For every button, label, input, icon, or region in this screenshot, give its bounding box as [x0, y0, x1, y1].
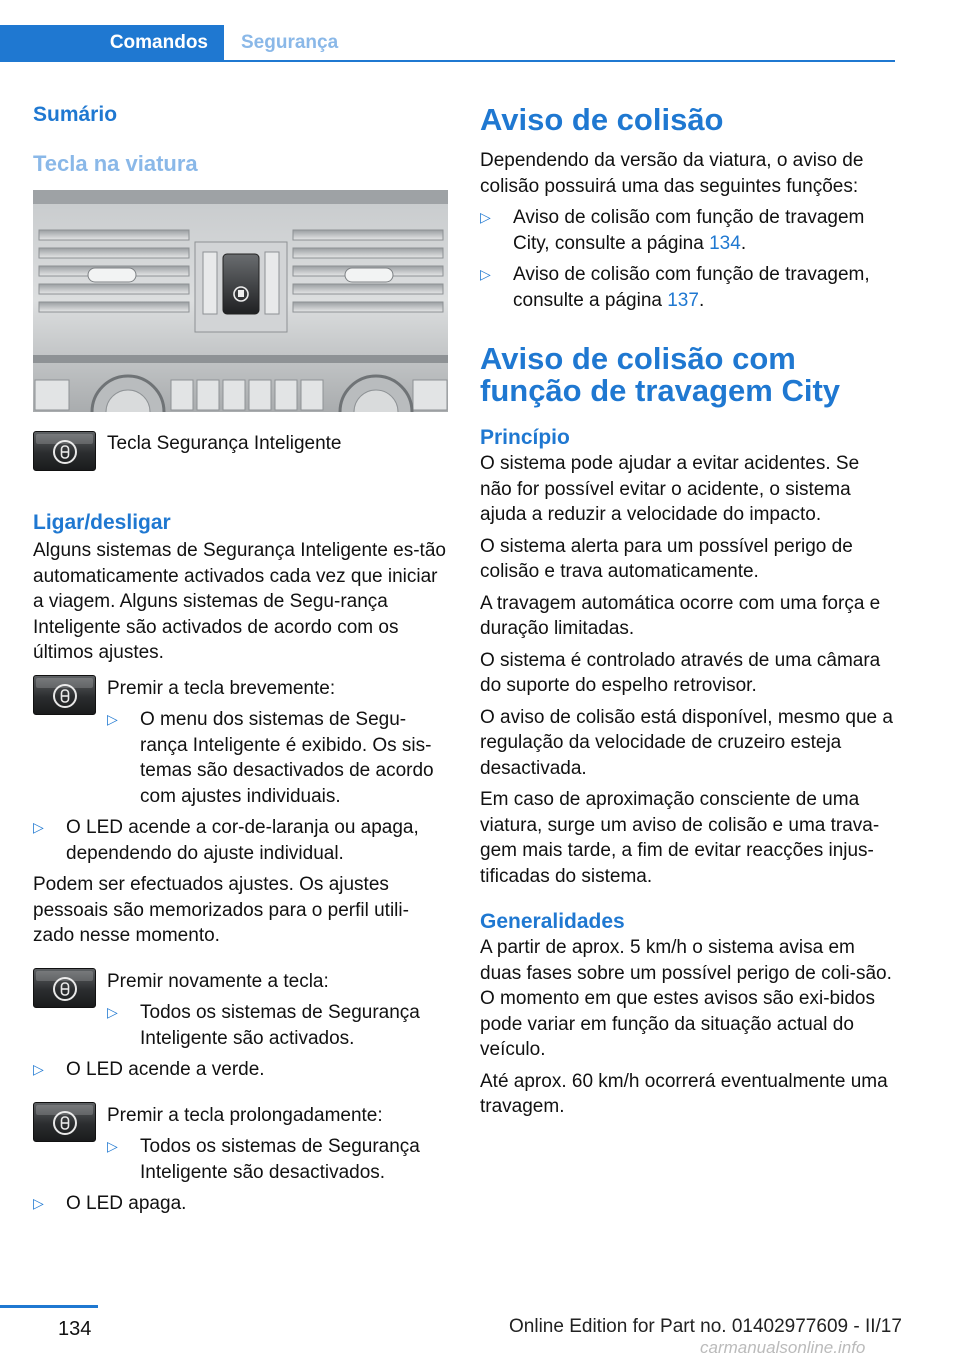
generalidades-heading: Generalidades: [480, 910, 625, 933]
footer-rule: [0, 1305, 98, 1308]
list-item: [33, 1191, 448, 1217]
arrow-right-icon: ▷: [480, 209, 491, 225]
led-off-text: O LED apaga.: [66, 1193, 187, 1214]
dashboard-photo: [33, 190, 448, 412]
safety-button-icon: [33, 675, 96, 715]
principio-p6: Em caso de aproximação consciente de uma viatura, surge um aviso de colisão e uma trava-gem mais tarde, a fim de evitar reacções injus-tificadas do sistema.: [480, 789, 880, 887]
press-again-text: Premir novamente a tecla:: [107, 970, 329, 992]
principio-p4: O sistema é controlado através de uma câmara do suporte do espelho retrovisor.: [480, 649, 881, 696]
safety-button-icon: [33, 431, 96, 471]
press-short-bullet: O menu dos sistemas de Segu-rança Inteligente é exibido. Os sis-temas são desactivados de acordo com ajustes individuais.: [140, 709, 434, 807]
safety-button-icon: [33, 1102, 96, 1142]
arrow-right-icon: ▷: [107, 1004, 118, 1020]
option-city-text: Aviso de colisão com função de travagem City, consulte a página: [513, 207, 865, 254]
list-item: [107, 1134, 448, 1185]
led-orange-text: O LED acende a cor-de-laranja ou apaga, dependendo do ajuste individual.: [66, 817, 419, 864]
list-item: [33, 1057, 448, 1083]
arrow-right-icon: ▷: [33, 1061, 44, 1077]
list-item: [33, 815, 448, 866]
safety-button-icon: [33, 968, 96, 1008]
right-column: [480, 96, 895, 1126]
arrow-right-icon: ▷: [107, 711, 118, 727]
press-short-row: [33, 676, 448, 810]
left-column: [33, 96, 448, 1223]
arrow-right-icon: ▷: [33, 1195, 44, 1211]
dashboard-illustration: [33, 190, 448, 412]
list-item: [107, 707, 448, 809]
led-green-text: O LED acende a verde.: [66, 1059, 265, 1080]
principio-p5: O aviso de colisão está disponível, mesmo que a regulação da velocidade de cruzeiro esteja desactivada.: [480, 706, 893, 779]
list-item: [107, 1000, 448, 1051]
press-again-row: [33, 969, 448, 1052]
period: .: [740, 232, 747, 254]
page-link-137[interactable]: 137: [667, 289, 699, 311]
collision-warning-heading: Aviso de colisão: [480, 102, 724, 137]
settings-text: Podem ser efectuados ajustes. Os ajustes pessoais são memorizados para o perfil utili-zado nesse momento.: [33, 874, 409, 946]
section-ligar-desligar-heading: Ligar/desligar: [33, 511, 171, 534]
press-long-row: [33, 1103, 448, 1186]
city-braking-heading: Aviso de colisão com função de travagem City: [480, 341, 841, 408]
edition-text: Online Edition for Part no. 01402977609 - II/17: [509, 1316, 902, 1337]
subtitle-heading: Tecla na viatura: [33, 151, 198, 176]
summary-heading: Sumário: [33, 103, 118, 126]
press-long-bullet: Todos os sistemas de Segurança Inteligente são desactivados.: [140, 1136, 420, 1183]
principio-p3: A travagem automática ocorre com uma força e duração limitadas.: [480, 592, 881, 639]
page-link-134[interactable]: 134: [709, 232, 741, 254]
tab-comandos[interactable]: Comandos: [0, 25, 224, 61]
header-rule: [0, 60, 895, 62]
arrow-right-icon: ▷: [107, 1138, 118, 1154]
principio-heading: Princípio: [480, 426, 570, 449]
watermark: carmanualsonline.info: [700, 1338, 866, 1357]
section-ligar-desligar-text: Alguns sistemas de Segurança Inteligente es-tão automaticamente activados cada vez que iniciar a viagem. Alguns sistemas de Segu-rança Inteligente são activados de acordo com os últimos ajustes.: [33, 540, 446, 663]
key-caption: Tecla Segurança Inteligente: [107, 433, 342, 454]
option-braking-text: Aviso de colisão com função de travagem, consulte a página: [513, 264, 870, 311]
list-item: [480, 205, 895, 256]
principio-p1: O sistema pode ajudar a evitar acidentes. Se não for possível evitar o acidente, o sistema ajuda a reduzir a velocidade do impacto.: [480, 453, 860, 525]
press-short-text: Premir a tecla brevemente:: [107, 677, 336, 699]
list-item: [480, 262, 895, 313]
key-caption-row: [33, 431, 448, 479]
arrow-right-icon: ▷: [480, 266, 491, 282]
period: .: [698, 289, 705, 311]
principio-p2: O sistema alerta para um possível perigo de colisão e trava automaticamente.: [480, 535, 853, 582]
arrow-right-icon: ▷: [33, 819, 44, 835]
tab-seguranca[interactable]: Segurança: [241, 32, 339, 53]
generalidades-p1: A partir de aprox. 5 km/h o sistema avisa em duas fases sobre um possível perigo de coli-são. O momento em que estes avisos são exi-bidos pode variar em função da situação actual do veículo.: [480, 937, 892, 1060]
collision-intro: Dependendo da versão da viatura, o aviso de colisão possuirá uma das seguintes funções:: [480, 150, 864, 197]
press-again-bullet: Todos os sistemas de Segurança Inteligente são activados.: [140, 1002, 420, 1049]
press-long-text: Premir a tecla prolongadamente:: [107, 1104, 383, 1126]
generalidades-p2: Até aprox. 60 km/h ocorrerá eventualmente uma travagem.: [480, 1070, 888, 1117]
page-number: 134: [58, 1318, 92, 1340]
